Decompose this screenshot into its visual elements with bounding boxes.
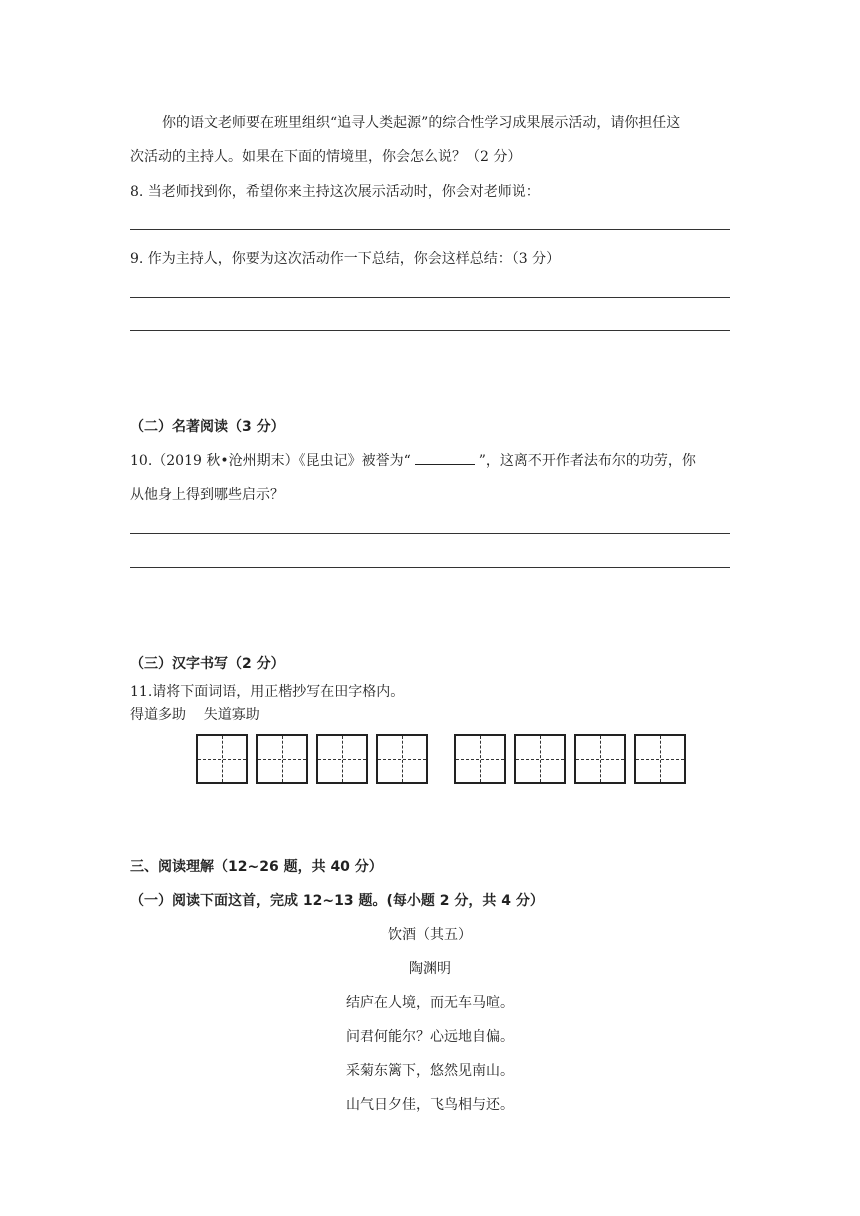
section-heading-hanzi: （三）汉字书写（2 分）: [130, 656, 285, 672]
tianzige-cell[interactable]: [634, 734, 686, 784]
intro-line-2: 次活动的主持人。如果在下面的情境里，你会怎么说？（2 分）: [130, 149, 522, 165]
question-10-line-2: 从他身上得到哪些启示？: [130, 487, 284, 503]
sub-heading-poem: （一）阅读下面这首，完成 12~13 题。(每小题 2 分，共 4 分）: [130, 893, 544, 909]
tianzige-cell[interactable]: [316, 734, 368, 784]
poem-line: 山气日夕佳，飞鸟相与还。: [346, 1097, 514, 1113]
answer-line-q10-2: [130, 567, 730, 568]
question-10-part1: 10.（2019 秋•沧州期末）《昆虫记》被誉为“: [130, 453, 411, 469]
tianzige-cell[interactable]: [454, 734, 506, 784]
poem-author: 陶渊明: [409, 961, 451, 977]
tianzige-cell[interactable]: [376, 734, 428, 784]
intro-line-1: 你的语文老师要在班里组织“追寻人类起源”的综合性学习成果展示活动，请你担任这: [162, 115, 681, 131]
answer-line-q9-2: [130, 330, 730, 331]
tianzige-cell[interactable]: [256, 734, 308, 784]
section-heading-mingzhu: （二）名著阅读（3 分）: [130, 419, 285, 435]
tianzige-cell[interactable]: [574, 734, 626, 784]
poem-line: 结庐在人境，而无车马喧。: [346, 995, 514, 1011]
poem-line: 采菊东篱下，悠然见南山。: [346, 1063, 514, 1079]
fill-in-blank[interactable]: [415, 450, 475, 465]
answer-line-q9-1: [130, 297, 730, 298]
tianzige-cell[interactable]: [514, 734, 566, 784]
answer-line-q8: [130, 229, 730, 230]
question-10: [130, 450, 696, 470]
words-to-copy: 得道多助 失道寡助: [130, 707, 260, 723]
tianzige-cell[interactable]: [196, 734, 248, 784]
question-9: 9. 作为主持人，你要为这次活动作一下总结，你会这样总结：（3 分）: [130, 251, 561, 267]
question-10-part2: ”，这离不开作者法布尔的功劳，你: [478, 453, 696, 469]
section-heading-reading: 三、阅读理解（12~26 题，共 40 分）: [130, 859, 383, 875]
question-11: 11.请将下面词语，用正楷抄写在田字格内。: [130, 684, 405, 700]
answer-line-q10-1: [130, 533, 730, 534]
poem-title: 饮酒（其五）: [388, 927, 472, 943]
poem-line: 问君何能尔？心远地自偏。: [346, 1029, 514, 1045]
question-8: 8. 当老师找到你，希望你来主持这次展示活动时，你会对老师说：: [130, 184, 540, 200]
